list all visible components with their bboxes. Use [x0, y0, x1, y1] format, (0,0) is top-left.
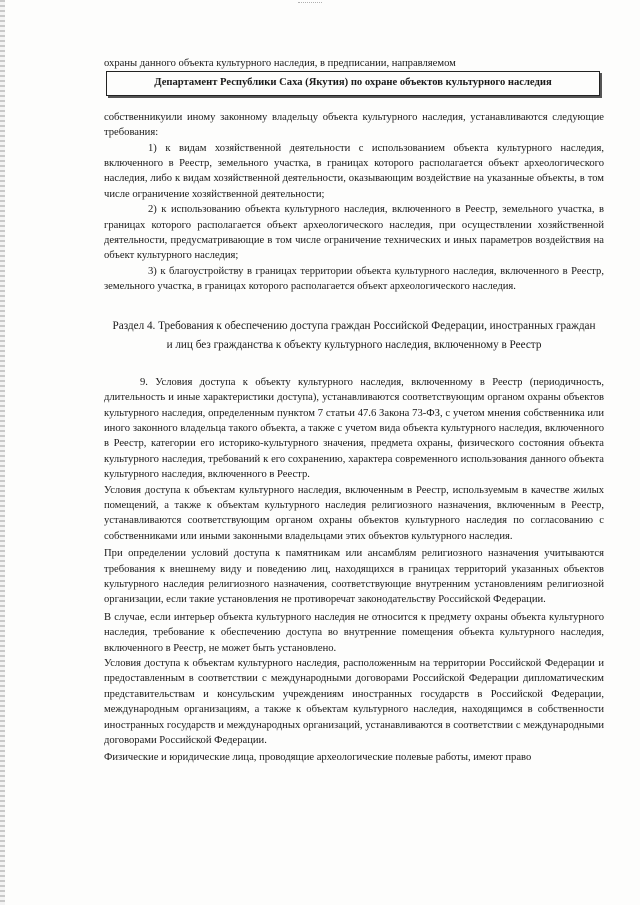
paragraph-diplomatic: Условия доступа к объектам культурного наследия, расположенным на территории Российской Федерации и предоставленным в соответствии с международными договорами Российской Федерации дипломатическим представительствам и консульским учреждениям иностранных государств в Российской Федерации, международным организациям, а также к объектам культурного наследия, находящимся в собственности иностранных государств и международных организаций, устанавливаются в соответствии с международными договорами Российской Федерации.	[104, 658, 604, 747]
paragraph-last: Физические и юридические лица, проводящие археологические полевые работы, имеют право	[104, 752, 532, 764]
requirement-3: 3) к благоустройству в границах территории объекта культурного наследия, включенного в Реестр, земельного участка, в границах которого располагается объект археологического наследия.	[104, 265, 604, 293]
document-body	[104, 56, 604, 766]
section-title: Раздел 4. Требования к обеспечению доступа граждан Российской Федерации, иностранных граждан и лиц без гражданства к объекту культурного наследия, включенному в Реестр	[112, 319, 596, 351]
scan-edge	[0, 0, 5, 905]
paragraph-monuments: При определении условий доступа к памятникам или ансамблям религиозного назначения учитываются требования к внешнему виду и поведению лиц, находящихся в границах территорий указанных объектов культурного наследия религиозного назначения, соответствующие внутренним установлениям религиозной организации, если такие установления не противоречат законодательству Российской Федерации.	[104, 548, 604, 606]
paragraph-interior: В случае, если интерьер объекта культурного наследия не относится к предмету охраны объекта культурного наследия, требование к обеспечению доступа во внутренние помещения объекта культурного наследия, включенного в Реестр, не может быть установлено.	[104, 611, 604, 654]
paragraph-religious-access: Условия доступа к объектам культурного наследия, включенным в Реестр, используемым в качестве жилых помещений, а также к объектам культурного наследия религиозного назначения, включенным в Реестр, устанавливаются соответствующим органом охраны объектов культурного наследия по согласованию с собственниками или иными законными владельцами этих объектов культурного наследия.	[104, 484, 604, 542]
scan-mark	[298, 2, 322, 7]
requirement-2: 2) к использованию объекта культурного наследия, включенного в Реестр, земельного участка, в границах которого располагается объект археологического наследия, при осуществлении хозяйственной деятельности, предусматривающие в том числе ограничение технических и иных параметров воздействия на объект культурного наследия;	[104, 204, 604, 262]
requirement-1: 1) к видам хозяйственной деятельности с использованием объекта культурного наследия, включенного в Реестр, земельного участка, в границах которого располагается объект археологического наследия, либо к видам хозяйственной деятельности, оказывающим воздействие на указанные объекты, в том числе ограничение хозяйственной деятельности;	[104, 142, 604, 200]
department-stamp: Департамент Республики Саха (Якутия) по охране объектов культурного наследия	[106, 71, 600, 95]
header-line: охраны данного объекта культурного наследия, в предписании, направляемом	[104, 58, 456, 69]
paragraph-9: 9. Условия доступа к объекту культурного наследия, включенному в Реестр (периодичность, длительность и иные характеристики доступа), устанавливаются соответствующим органом охраны объектов культурного наследия, определенным пунктом 7 статьи 47.6 Закона 73-ФЗ, с учетом мнения собственника или иного законного владельца такого объекта, а также с учетом вида объекта культурного наследия, включенного в Реестр, категории его историко-культурного значения, предмета охраны, физического состояния объекта культурного наследия, требований к его сохранению, характера современного использования данного объекта культурного наследия, включенного в Реестр.	[104, 376, 604, 481]
intro-paragraph: собственникуили иному законному владельцу объекта культурного наследия, устанавливаются следующие требования:	[104, 111, 604, 139]
